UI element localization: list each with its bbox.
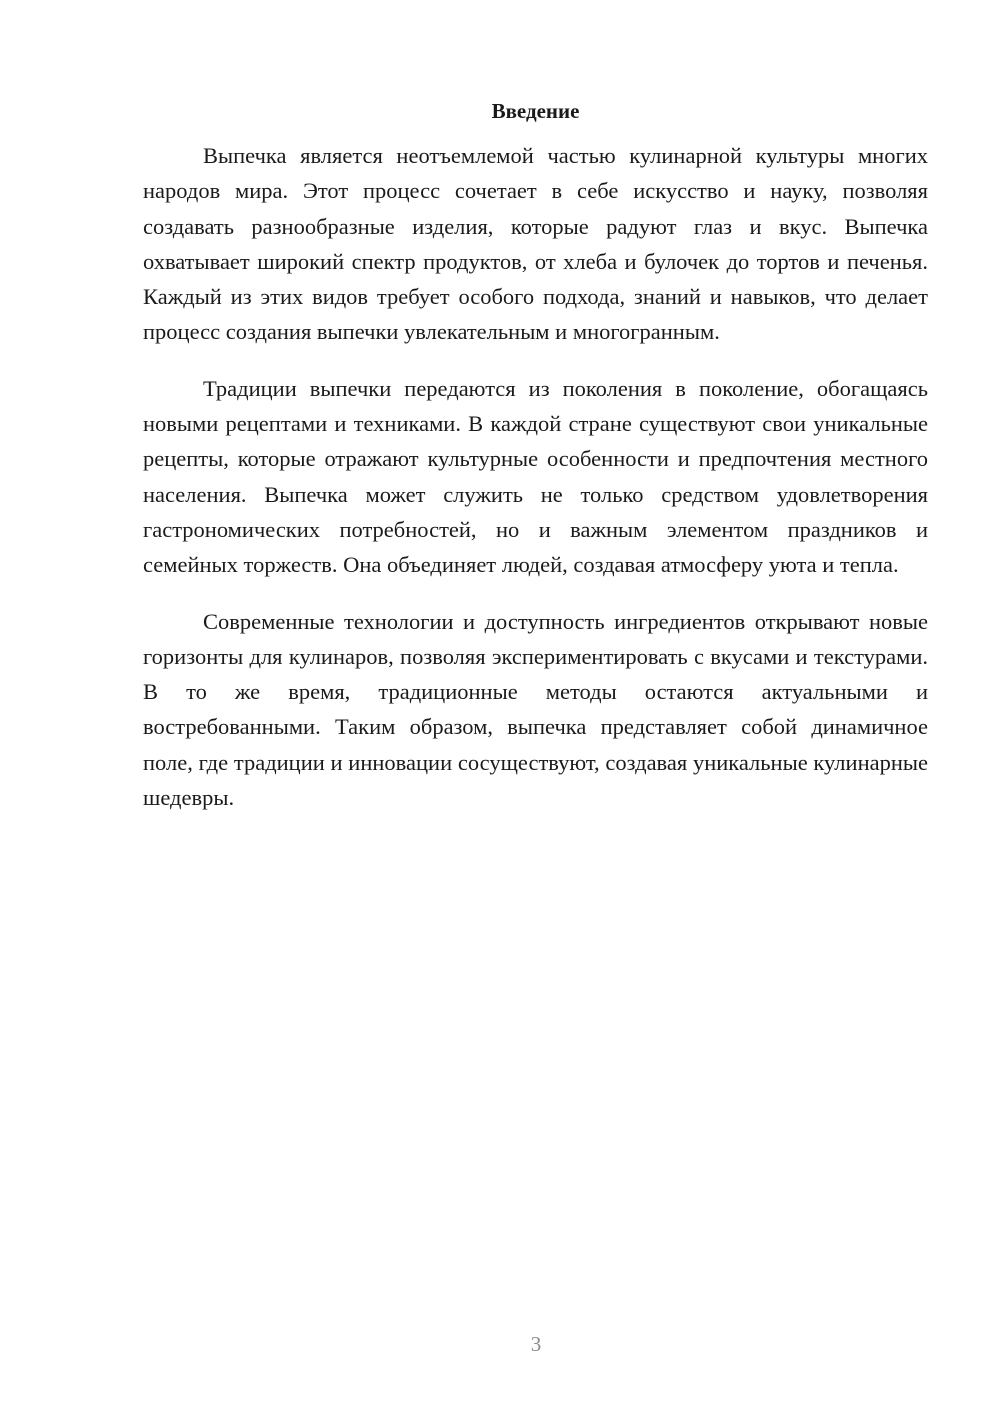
page-number: 3: [530, 1332, 542, 1356]
paragraph-2: Традиции выпечки передаются из поколения в поколение, обогащаясь новыми рецептами и техниками. В каждой стране существуют свои уникальные рецепты, которые отражают культурные особенности и предпочтения местного населения. Выпечка может служить не только средством удовлетворения гастрономических потребностей, но и важным элементом праздников и семейных торжеств. Она объединяет людей, создавая атмосферу уюта и тепла.: [143, 375, 928, 578]
document-body: [143, 96, 928, 815]
paragraph-1: Выпечка является неотъемлемой частью кулинарной культуры многих народов мира. Этот процесс сочетает в себе искусство и науку, позволяя создавать разнообразные изделия, которые радуют глаз и вкус. Выпечка охватывает широкий спектр продуктов, от хлеба и булочек до тортов и печенья. Каждый из этих видов требует особого подхода, знаний и навыков, что делает процесс создания выпечки увлекательным и многогранным.: [143, 143, 928, 345]
section-heading: Введение: [491, 99, 580, 123]
paragraph-3: Современные технологии и доступность ингредиентов открывают новые горизонты для кулинаров, позволяя экспериментировать с вкусами и текстурами. В то же время, традиционные методы остаются актуальными и востребованными. Таким образом, выпечка представляет собой динамичное поле, где традиции и инновации сосуществуют, создавая уникальные кулинарные шедевры.: [143, 608, 928, 811]
